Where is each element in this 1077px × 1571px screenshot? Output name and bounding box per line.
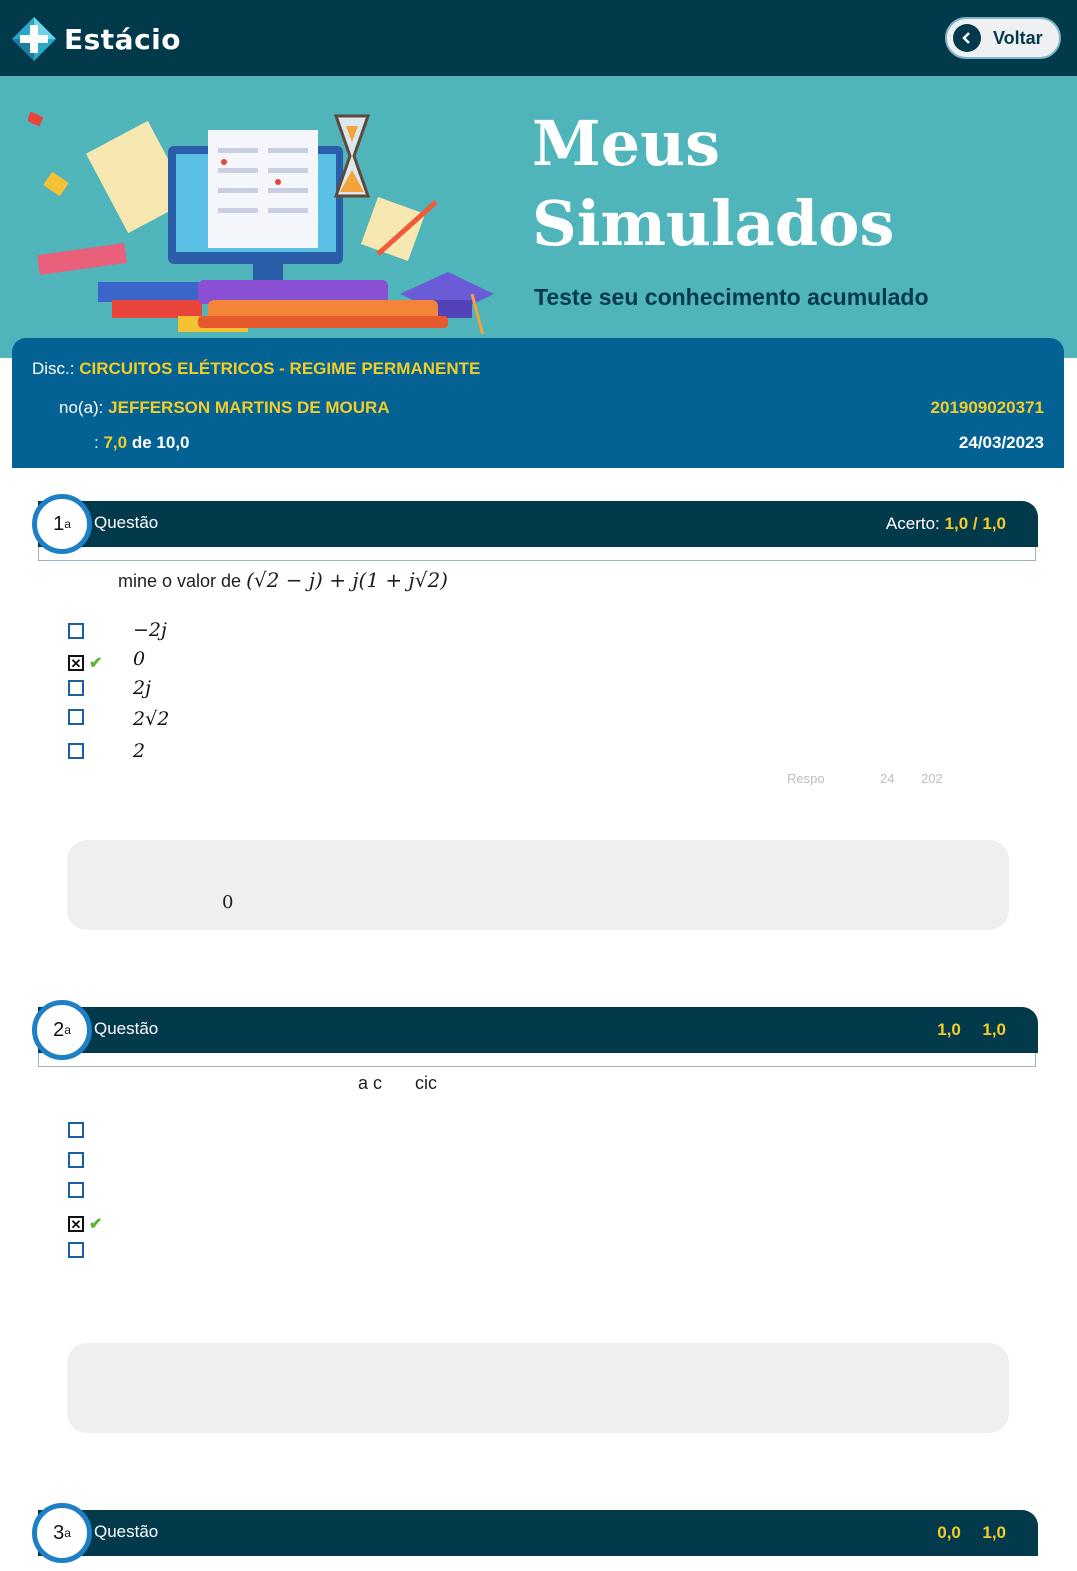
- discipline-row: [32, 359, 480, 379]
- estacio-logo[interactable]: [10, 14, 181, 64]
- option-checkbox-selected[interactable]: ✕: [68, 1216, 84, 1232]
- question-label: Questão: [94, 513, 159, 532]
- question-score: [886, 514, 1006, 534]
- question-label: Questão: [94, 1019, 159, 1038]
- back-button[interactable]: [945, 17, 1061, 59]
- question-number-sup: a: [64, 517, 71, 531]
- answer-explanation-box: [67, 840, 1009, 930]
- question-score: [937, 1523, 1006, 1543]
- option-checkbox[interactable]: [68, 743, 84, 759]
- question-header: [38, 1007, 1038, 1053]
- faint-text: 24: [880, 771, 895, 786]
- answer-explanation-box: [67, 1343, 1009, 1433]
- option-checkbox[interactable]: [68, 1182, 84, 1198]
- banner: [0, 76, 1077, 358]
- score-label: Acerto:: [885, 514, 940, 533]
- question-stem-fragment: cic: [415, 1073, 437, 1093]
- question-header-underline: [38, 547, 1036, 561]
- top-bar: [0, 0, 1077, 76]
- estacio-logo-icon: [10, 15, 58, 63]
- discipline-label: Disc.:: [32, 359, 75, 378]
- score-max: 1,0: [982, 1020, 1006, 1039]
- score-value: 7,0: [103, 433, 128, 452]
- question-stem: [118, 568, 448, 592]
- question-number-sup: a: [64, 1023, 71, 1037]
- question-number-sup: a: [64, 1526, 71, 1540]
- banner-title: [532, 104, 894, 264]
- option-text: 2j: [133, 677, 151, 699]
- score-max: 1,0: [982, 514, 1006, 533]
- option-checkbox[interactable]: [68, 1152, 84, 1168]
- student-name: JEFFERSON MARTINS DE MOURA: [108, 398, 390, 417]
- option-checkbox[interactable]: [68, 1122, 84, 1138]
- question-stem-math: (√2 − j) + j(1 + j√2): [246, 568, 448, 592]
- banner-title-line1: Meus: [532, 107, 721, 180]
- option-text: 2√2: [133, 708, 170, 730]
- faint-text: Respo: [787, 771, 825, 786]
- option-text: −2j: [133, 619, 167, 641]
- question-number: 3: [53, 1521, 65, 1544]
- question-header: [38, 1510, 1038, 1556]
- score-obtained: 1,0: [937, 1020, 961, 1039]
- chevron-left-icon: [953, 24, 981, 52]
- question-number: 2: [53, 1018, 65, 1041]
- answer-explanation-value: 0: [222, 892, 234, 913]
- banner-title-line2: Simulados: [532, 187, 895, 260]
- score-separator: /: [972, 514, 978, 533]
- question-stem-text: mine o valor de: [118, 571, 242, 591]
- exam-date: 24/03/2023: [958, 433, 1044, 452]
- option-checkbox[interactable]: [68, 709, 84, 725]
- back-button-label: Voltar: [993, 27, 1043, 48]
- question-number-badge: [32, 1000, 92, 1060]
- option-text: 2: [133, 740, 146, 762]
- score-suffix: de 10,0: [131, 433, 190, 452]
- question-header: [38, 501, 1038, 547]
- brand-name: Estácio: [64, 22, 182, 56]
- student-row: [59, 398, 390, 418]
- question-label: Questão: [94, 1522, 159, 1541]
- score-obtained: 0,0: [937, 1523, 961, 1542]
- student-label: no(a):: [59, 398, 104, 417]
- option-text: 0: [133, 648, 146, 670]
- question-score: [937, 1020, 1006, 1040]
- correct-check-icon: ✔: [89, 655, 103, 672]
- banner-subtitle: Teste seu conhecimento acumulado: [534, 284, 929, 310]
- option-checkbox[interactable]: [68, 680, 84, 696]
- matricula: 201909020371: [930, 398, 1044, 417]
- option-checkbox[interactable]: [68, 623, 84, 639]
- question-number-badge: [32, 1503, 92, 1563]
- score-row: [94, 433, 190, 453]
- score-prefix: :: [94, 433, 99, 452]
- faint-text: 202: [921, 771, 943, 786]
- option-checkbox[interactable]: [68, 1242, 84, 1258]
- question-stem-fragment: a c: [358, 1073, 383, 1093]
- option-checkbox-selected[interactable]: ✕: [68, 655, 84, 671]
- score-obtained: 1,0: [944, 514, 969, 533]
- exam-info-card: [12, 338, 1064, 468]
- question-header-underline: [38, 1053, 1036, 1067]
- discipline-value: CIRCUITOS ELÉTRICOS - REGIME PERMANENTE: [79, 359, 481, 378]
- question-number-badge: [32, 494, 92, 554]
- study-illustration: [28, 104, 508, 334]
- score-max: 1,0: [982, 1523, 1006, 1542]
- correct-check-icon: ✔: [89, 1216, 103, 1233]
- question-number: 1: [53, 512, 65, 535]
